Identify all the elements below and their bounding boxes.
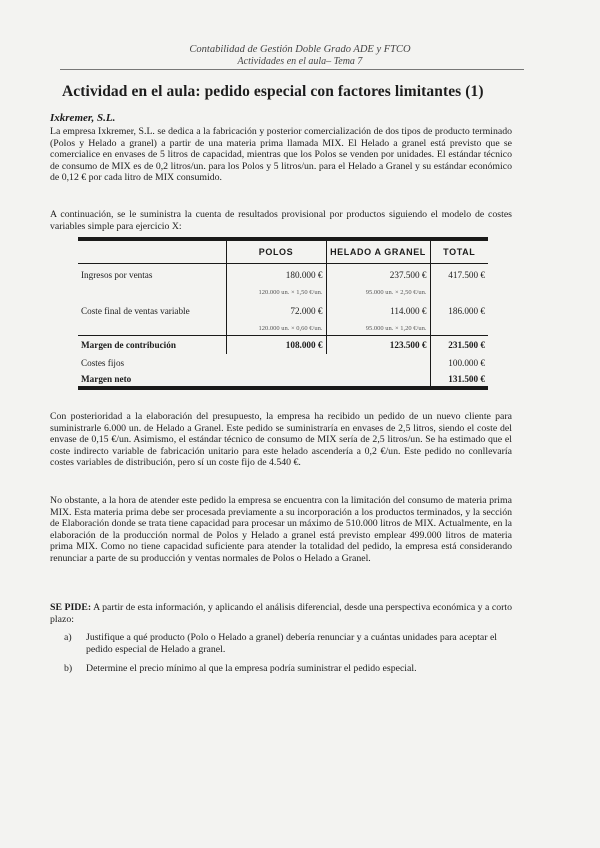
list-item	[64, 663, 514, 675]
cell-total: 100.000 €	[430, 354, 488, 372]
question-marker: b)	[64, 663, 73, 675]
list-item	[64, 632, 514, 655]
course-subheader: Actividades en el aula– Tema 7	[237, 56, 363, 67]
table-header-row	[78, 239, 488, 264]
row-label: Ingresos por ventas	[81, 269, 153, 280]
question-text: Determine el precio mínimo al que la empresa podría suministrar el pedido especial.	[86, 663, 417, 675]
table-detail-row	[78, 322, 488, 336]
cell-polos-detail: 120.000 un. × 1,50 €/un.	[226, 286, 326, 300]
cell-polos: 72.000 €	[226, 300, 326, 322]
cell-helado: 123.500 €	[326, 336, 430, 354]
row-label: Coste final de ventas variable	[81, 305, 190, 316]
row-label: Margen de contribución	[78, 336, 226, 354]
question-marker: a)	[64, 632, 72, 643]
company-name: Ixkremer, S.L.	[50, 112, 116, 124]
cell-total: 186.000 €	[430, 300, 488, 322]
fixed-costs-row	[78, 354, 488, 372]
row-label: Costes fijos	[81, 357, 125, 368]
cell-total: 417.500 €	[430, 264, 488, 286]
questions-list	[64, 632, 514, 683]
course-header: Contabilidad de Gestión Doble Grado ADE y FTCO	[189, 44, 411, 55]
table-row	[78, 264, 488, 286]
cell-total: 131.500 €	[430, 372, 488, 388]
table-intro-paragraph: A continuación, se le suministra la cuenta de resultados provisional por productos siguiendo el modelo de costes variables simple para ejercicio X:	[50, 209, 512, 232]
order-paragraph: Con posterioridad a la elaboración del presupuesto, la empresa ha recibido un pedido de un nuevo cliente para suministrarle 6.000 un. de Helado a Granel. Este pedido se suministraría en envases de 2,5 litros, siendo el coste del envase de 0,15 €/un. Asimismo, el estándar técnico de consumo de MIX sería de 2,5 litros/un. Se ha estimado que el coste indirecto variable de fabricación unitario para este helado ascendería a 0,2 €/un. Este pedido no conllevaría costes variables de distribución, pero sí un coste fijo de 4.540 €.	[50, 411, 512, 469]
header-total: TOTAL	[430, 239, 488, 264]
table-row	[78, 300, 488, 322]
header-helado: HELADO A GRANEL	[326, 239, 430, 264]
question-text: Justifique a qué producto (Polo o Helado a granel) debería renunciar y a cuántas unidades para aceptar el pedido especial de Helado a granel.	[86, 632, 498, 655]
cell-polos: 180.000 €	[226, 264, 326, 286]
cell-helado-detail: 95.000 un. × 2,50 €/un.	[326, 286, 430, 300]
header-divider	[60, 69, 524, 70]
cell-polos: 108.000 €	[226, 336, 326, 354]
cell-polos-detail: 120.000 un. × 0,60 €/un.	[226, 322, 326, 336]
cell-helado: 237.500 €	[326, 264, 430, 286]
page-title: Actividad en el aula: pedido especial con factores limitantes (1)	[62, 83, 484, 100]
cell-helado-detail: 95.000 un. × 1,20 €/un.	[326, 322, 430, 336]
margin-row	[78, 336, 488, 354]
cell-helado: 114.000 €	[326, 300, 430, 322]
intro-paragraph: La empresa Ixkremer, S.L. se dedica a la fabricación y posterior comercialización de dos tipos de producto terminado (Polos y Helado a granel) a partir de una materia prima llamada MIX. El Helado a granel está previsto que se comercialice en envases de 5 litros de capacidad, mientras que los Polos se venden por unidades. El estándar técnico de consumo de MIX es de 0,2 litros/un. para los Polos y 5 litros/un. para el Helado a Granel y su estándar económico de 0,12 € por cada litro de MIX consumido.	[50, 126, 512, 184]
limitation-paragraph: No obstante, a la hora de atender este pedido la empresa se encuentra con la limitación del consumo de materia prima MIX. Esta materia prima debe ser procesada previamente a su incorporación a los productos terminados, y la sección de Elaboración donde se trata tiene capacidad para procesar un máximo de 510.000 litros de MIX. Actualmente, en la elaboración de la producción normal de Polos y Helado a granel está previsto emplear 499.000 litros de materia prima MIX. Como no tiene capacidad suficiente para atender la totalidad del pedido, la empresa está considerando renunciar a parte de su producción y ventas normales de Polos o Helado a Granel.	[50, 495, 512, 564]
header-polos: POLOS	[226, 239, 326, 264]
se-pide-label: SE PIDE:	[50, 602, 92, 613]
income-statement-table	[78, 237, 488, 390]
net-margin-row	[78, 372, 488, 388]
se-pide-text: A partir de esta información, y aplicando el análisis diferencial, desde una perspectiva económica y a corto plazo:	[50, 602, 512, 625]
se-pide-paragraph	[50, 602, 512, 625]
table-detail-row	[78, 286, 488, 300]
row-label: Margen neto	[78, 372, 226, 388]
cell-total: 231.500 €	[430, 336, 488, 354]
